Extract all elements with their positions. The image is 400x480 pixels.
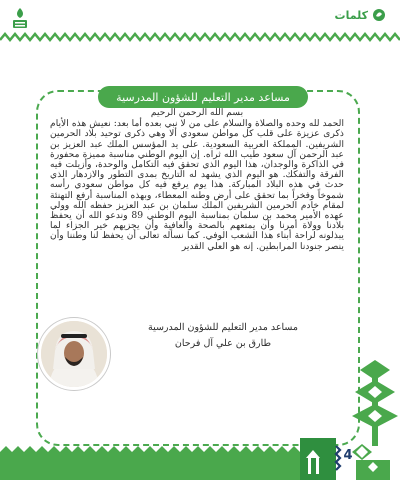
brand-name: كلمات xyxy=(334,8,368,22)
page-header xyxy=(0,0,400,38)
signature-name: طارق بن علي آل فرحان xyxy=(174,338,272,349)
basmala: بسم الله الرحمن الرحيم xyxy=(150,107,244,118)
author-portrait xyxy=(38,318,110,390)
brand-leaf-icon xyxy=(372,8,386,22)
portrait-image xyxy=(41,321,107,387)
letter-body xyxy=(50,108,344,252)
vision-logo-icon xyxy=(10,6,30,32)
signature-role: مساعد مدير التعليم للشؤون المدرسية xyxy=(148,322,298,333)
brand-logo xyxy=(335,8,386,22)
palm-ornament-icon xyxy=(350,360,400,450)
signature-block xyxy=(118,320,328,352)
page-title: مساعد مدير التعليم للشؤون المدرسية xyxy=(98,86,308,108)
header-zigzag-border xyxy=(0,32,400,42)
letter-paragraph: الحمد لله وحده والصلاة والسلام على من لا نبي بعده أما بعد: نعيش هذه الأيام ذكرى عزيزة على قلب كل مواطن سعودي ألا وهي ذكرى توحيد بلاد الحرمين الشريفين. المملكة العربية السعودية. على يد المؤسس الملك عبد العزيز بن عبد الرحمن آل سعود طيب الله ثراه. إن اليوم الوطني مناسبة مميزة محفورة في الذاكرة والوجدان، هذا اليوم الذي تحقق فيه التكامل والوحدة، وأزيلت فيه الفرقة والتفكك. هو اليوم الذي يشهد له التاريخ بمدى التطور والازدهار الذي حدث في هذه البلاد المباركة. هذا يوم يرفع فيه كل مواطن سعودي رأسه شموخاً وفخراً بما تحقق على أرض وطنه المعطاء، وبهذه المناسبة أرفع التهنئة لمقام خادم الحرمين الشريفين الملك سلمان بن عبد العزيز حفظه الله وولي عهده الأمير محمد بن سلمان بمناسبة اليوم الوطني 89 وندعو الله أن يحفظ بلادنا وولاة أمرنا وأن يمتعهم بالصحة والعافية وأن يجزيهم خير الجزاء لما يبذلونه لراحة أبناء هذا الشعب الوفي. كما نسأله تعالى أن يحفظ لنا وطننا وأن ينصر جنودنا المرابطين. إنه هو العلي القدير xyxy=(50,118,344,252)
page-number: 4 xyxy=(343,448,353,463)
